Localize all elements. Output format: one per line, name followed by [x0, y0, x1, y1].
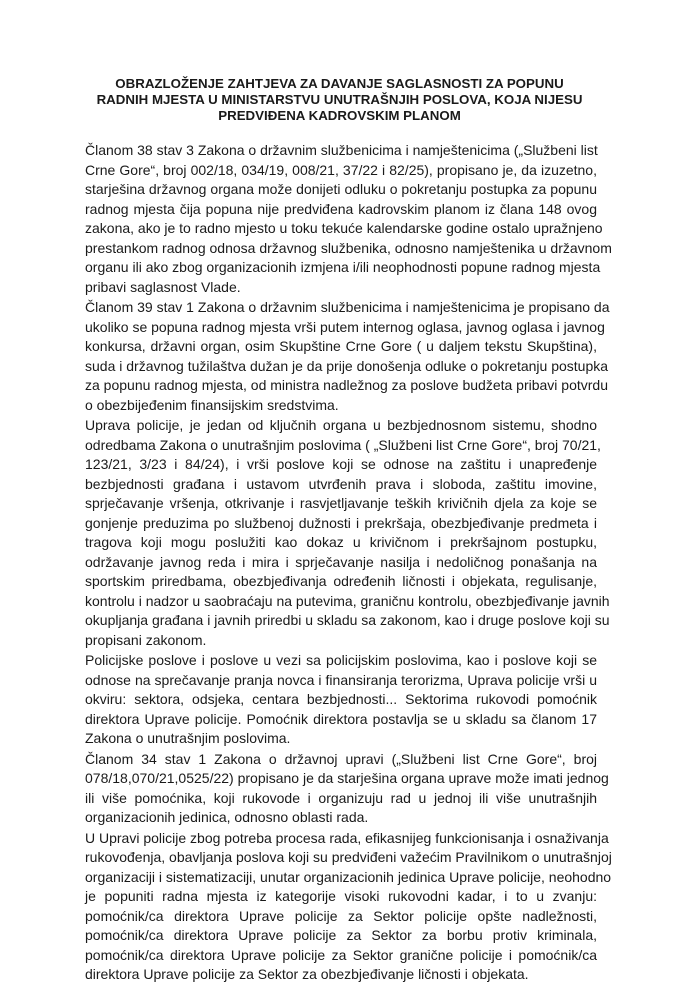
paragraph-line: organizacionih jedinica, odnosno oblasti rada.	[85, 809, 369, 825]
paragraph-line: suda i državnog tužilaštva dužan je da prije donošenja odluke o pokretanju postupka	[85, 357, 609, 374]
paragraph-line: Članom 39 stav 1 Zakona o državnim službenicima i namještenicima je propisano da	[85, 299, 610, 315]
paragraph-line: rukovođenja, obavljanja poslova koji su predviđeni važećim Pravilnikom o unutrašnjoj	[85, 849, 612, 865]
title-line: PREDVIĐENA KADROVSKIM PLANOM	[218, 108, 461, 123]
paragraph-line: Crne Gore“, broj 002/18, 034/19, 008/21, 37/22 i 82/25), propisano je, da izuzetno,	[85, 161, 597, 178]
paragraph-line: organu ili ako zbog organizacionih izmjena i/ili neophodnosti popune radnog mjesta	[85, 259, 601, 275]
paragraph-line: bezbjednosti građana i ustavom utvrđenih prava i sloboda, zaštitu imovine,	[85, 475, 597, 492]
paragraph	[85, 416, 610, 650]
paragraph	[85, 651, 597, 749]
paragraph-line: prestankom radnog odnosa državnog službenika, odnosno namještenika u državnom	[85, 239, 612, 256]
paragraph-line: tragova koji mogu poslužiti kao dokaz u krivičnom i prekršajnom postupku,	[85, 534, 597, 550]
paragraph-line: konkursa, državni organ, osim Skupštine Crne Gore ( u daljem tekstu Skupština),	[85, 338, 597, 354]
paragraph-line: Uprava policije, je jedan od ključnih organa u bezbjednosnom sistemu, shodno	[85, 417, 597, 433]
paragraph-line: gonjenje preduzima po službenoj dužnosti i prekršaja, obezbjeđivanje predmeta i	[85, 514, 597, 531]
paragraph-line: okupljanja građana i javnih priredbi u skladu sa zakonom, kao i druge poslove koji su	[85, 612, 610, 628]
paragraph	[85, 298, 610, 415]
paragraph-line: direktora Uprave policije. Pomoćnik direktora postavlja se u skladu sa članom 17	[85, 710, 597, 727]
paragraph-line: pribavi saglasnost Vlade.	[85, 278, 241, 295]
title-line: RADNIH MJESTA U MINISTARSTVU UNUTRAŠNJIH POSLOVA, KOJA NIJESU	[96, 92, 583, 107]
paragraph-line: odredbama Zakona o unutrašnjim poslovima ( „Službeni list Crne Gore“, broj 70/21,	[85, 436, 601, 453]
paragraph-line: kontrolu i nadzor u saobraćaju na putevima, graničnu kontrolu, obezbjeđivanje javnih	[85, 592, 610, 609]
paragraph-line: pomoćnik/ca direktora Uprave policije za Sektor policije opšte nadležnosti,	[85, 907, 597, 924]
paragraph-line: U Upravi policije zbog potreba procesa rada, efikasnijeg funkcionisanja i osnaživanja	[85, 829, 609, 846]
paragraph-line: pomoćnik/ca direktora Uprave policije za Sektor granične policije i pomoćnik/ca	[85, 946, 597, 963]
paragraph-line: zakona, ako je to radno mjesto u toku tekuće kalendarske godine ostalo upražnjeno	[85, 220, 603, 236]
paragraph-line: direktora Uprave policije za Sektor za obezbjeđivanje ličnosti i objekata.	[85, 966, 529, 982]
title-line: OBRAZLOŽENJE ZAHTJEVA ZA DAVANJE SAGLASNOSTI ZA POPUNU	[115, 76, 564, 91]
document-body	[85, 141, 612, 986]
paragraph-line: Policijske poslove i poslove u vezi sa policijskim poslovima, kao i poslove koji se	[85, 652, 597, 668]
paragraph-line: sportskim priredbama, obezbjeđivanja određenih ličnosti i objekata, regulisanje,	[85, 573, 597, 589]
paragraph-line: radnog mjesta čija popuna nije predviđena kadrovskim planom iz člana 148 ovog	[85, 200, 597, 217]
paragraph-line: ili više pomoćnika, koji rukovode i organizuju rad u jednoj ili više unutrašnjih	[85, 789, 597, 806]
document-title	[60, 76, 619, 124]
paragraph-line: je popuniti radna mjesta iz kategorije visoki rukovodni kadar, i to u zvanju:	[85, 888, 597, 904]
paragraph-line: održavanje javnog reda i mira i sprječavanje nasilja i nedoličnog ponašanja na	[85, 553, 597, 570]
paragraph-line: starješina državnog organa može donijeti odluku o pokretanju postupka za popunu	[85, 181, 597, 197]
paragraph-line: 078/18,070/21,0525/22) propisano je da starješina organa uprave može imati jednog	[85, 770, 609, 786]
paragraph-line: 123/21, 3/23 i 84/24), i vrši poslove koji se odnose na zaštitu i unapređenje	[85, 456, 597, 472]
paragraph-line: organizaciji i sistematizaciji, unutar organizacionih jedinica Uprave policije, neohodno	[85, 868, 612, 885]
paragraph-line: sprječavanje vršenja, otkrivanje i rasvjetljavanje teških krivičnih djela za koje se	[85, 495, 597, 511]
paragraph-line: odnose na sprečavanje pranja novca i finansiranja terorizma, Uprava policije vrši u	[85, 671, 597, 688]
paragraph-line: Članom 34 stav 1 Zakona o državnoj upravi („Službeni list Crne Gore“, broj	[85, 750, 597, 767]
paragraph-line: pomoćnik/ca direktora Uprave policije za Sektor za borbu protiv kriminala,	[85, 927, 597, 943]
paragraph-line: Članom 38 stav 3 Zakona o državnim službenicima i namještenicima („Službeni list	[85, 142, 598, 158]
paragraph	[85, 829, 612, 985]
paragraph-line: o obezbijeđenim finansijskim sredstvima.	[85, 396, 339, 413]
paragraph	[85, 750, 609, 828]
paragraph-line: okviru: sektora, odsjeka, centara bezbjednosti... Sektorima rukovodi pomoćnik	[85, 691, 597, 707]
paragraph-line: Zakona o unutrašnjim poslovima.	[85, 730, 291, 746]
paragraph-line: propisani zakonom.	[85, 631, 207, 648]
paragraph-line: za popunu radnog mjesta, od ministra nadležnog za poslove budžeta pribavi potvrdu	[85, 377, 608, 393]
paragraph	[85, 141, 612, 297]
paragraph-line: ukoliko se popuna radnog mjesta vrši putem internog oglasa, javnog oglasa i javnog	[85, 318, 605, 335]
